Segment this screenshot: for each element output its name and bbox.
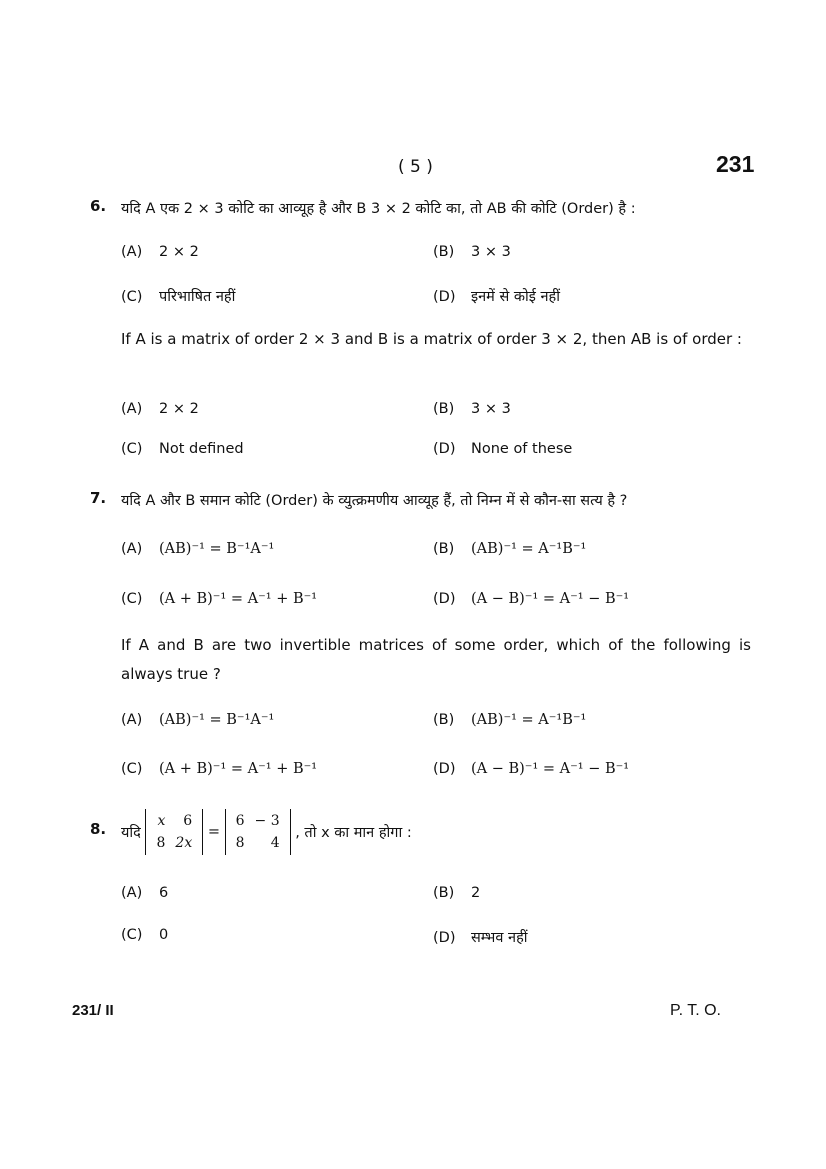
q8-option-d: (D) सम्भव नहीं — [433, 930, 528, 946]
question-6-english: If A is a matrix of order 2 × 3 and B is a matrix of order 3 × 2, then AB is of order : — [121, 330, 742, 348]
determinant-left: x 6 8 2x — [145, 809, 203, 855]
determinant-right: 6 − 3 8 4 — [225, 809, 291, 855]
question-7-hindi: यदि A और B समान कोटि (Order) के व्युत्क्रमणीय आव्यूह हैं, तो निम्न में से कौन-सा सत्य है ? — [121, 493, 628, 509]
question-7-number: 7. — [90, 489, 107, 507]
q7-hi-option-a: (A) (AB)⁻¹ = B⁻¹A⁻¹ — [121, 541, 275, 557]
q7-en-option-d: (D) (A − B)⁻¹ = A⁻¹ − B⁻¹ — [433, 761, 630, 777]
q7-hi-option-d: (D) (A − B)⁻¹ = A⁻¹ − B⁻¹ — [433, 591, 630, 607]
question-8-number: 8. — [90, 820, 107, 838]
q8-option-c: (C) 0 — [121, 927, 169, 943]
q6-hi-option-a: (A) 2 × 2 — [121, 244, 199, 260]
q6-en-option-c: (C) Not defined — [121, 441, 244, 457]
q7-hi-option-c: (C) (A + B)⁻¹ = A⁻¹ + B⁻¹ — [121, 591, 318, 607]
paper-code: 231 — [716, 151, 755, 177]
q7-en-option-b: (B) (AB)⁻¹ = A⁻¹B⁻¹ — [433, 712, 587, 728]
question-6-number: 6. — [90, 197, 107, 215]
q8-option-b: (B) 2 — [433, 885, 481, 901]
question-6-hindi: यदि A एक 2 × 3 कोटि का आव्यूह है और B 3 × 2 कोटि का, तो AB की कोटि (Order) है : — [121, 201, 636, 217]
page-number: ( 5 ) — [398, 157, 433, 177]
q8-option-a: (A) 6 — [121, 885, 169, 901]
q6-en-option-a: (A) 2 × 2 — [121, 401, 199, 417]
footer-pto: P. T. O. — [670, 1002, 721, 1019]
q7-en-option-a: (A) (AB)⁻¹ = B⁻¹A⁻¹ — [121, 712, 275, 728]
footer-code: 231/ II — [72, 1002, 114, 1019]
q6-hi-option-d: (D) इनमें से कोई नहीं — [433, 289, 560, 305]
q7-en-option-c: (C) (A + B)⁻¹ = A⁻¹ + B⁻¹ — [121, 761, 318, 777]
q6-en-option-d: (D) None of these — [433, 441, 573, 457]
q6-hi-option-b: (B) 3 × 3 — [433, 244, 511, 260]
q7-hi-option-b: (B) (AB)⁻¹ = A⁻¹B⁻¹ — [433, 541, 587, 557]
q6-hi-option-c: (C) परिभाषित नहीं — [121, 289, 236, 305]
question-7-english: If A and B are two invertible matrices of some order, which of the following is always true ? — [121, 636, 751, 683]
question-8-text: यदि x 6 8 2x = 6 − 3 8 4 , तो x का मान होगा : — [121, 809, 412, 855]
q6-en-option-b: (B) 3 × 3 — [433, 401, 511, 417]
